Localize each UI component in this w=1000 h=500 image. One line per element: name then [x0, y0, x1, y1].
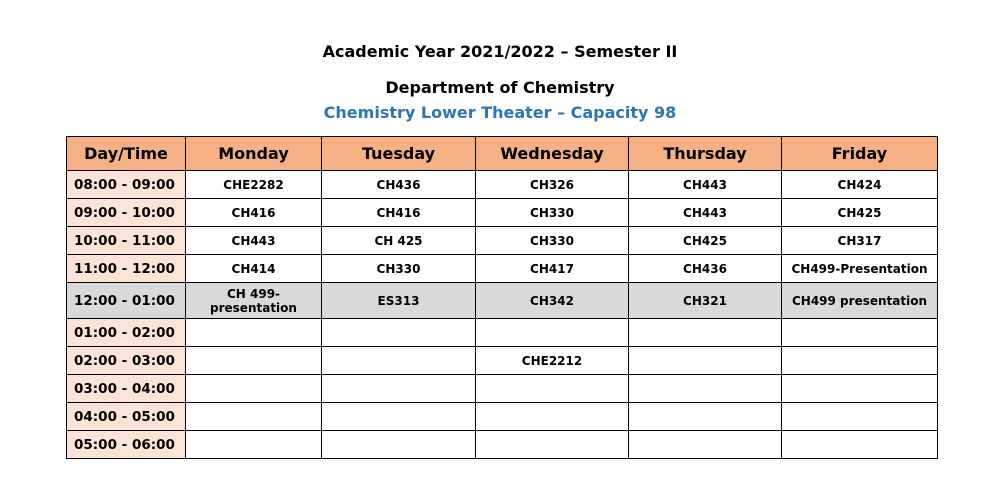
time-cell: 03:00 - 04:00	[67, 375, 186, 403]
class-cell	[629, 375, 782, 403]
class-cell: CH443	[629, 171, 782, 199]
class-cell	[476, 375, 629, 403]
table-row	[67, 375, 938, 403]
class-cell	[322, 431, 476, 459]
header-row	[67, 137, 938, 171]
class-cell: CH416	[186, 199, 322, 227]
class-cell: CH326	[476, 171, 629, 199]
time-cell: 04:00 - 05:00	[67, 403, 186, 431]
table-row	[67, 255, 938, 283]
time-cell: 08:00 - 09:00	[67, 171, 186, 199]
timetable	[66, 136, 938, 459]
table-row	[67, 319, 938, 347]
class-cell	[782, 375, 938, 403]
table-row	[67, 199, 938, 227]
class-cell: CHE2282	[186, 171, 322, 199]
class-cell	[782, 431, 938, 459]
class-cell: CH330	[476, 199, 629, 227]
class-cell: CH436	[629, 255, 782, 283]
room-title: Chemistry Lower Theater – Capacity 98	[323, 103, 677, 122]
class-cell: CH342	[476, 283, 629, 319]
class-cell: CH330	[476, 227, 629, 255]
department-title: Department of Chemistry	[385, 78, 615, 97]
academic-year-title: Academic Year 2021/2022 – Semester II	[322, 42, 678, 61]
class-cell	[186, 347, 322, 375]
class-cell	[186, 403, 322, 431]
class-cell: CH499-Presentation	[782, 255, 938, 283]
class-cell: CH425	[629, 227, 782, 255]
class-cell	[782, 403, 938, 431]
class-cell: CH321	[629, 283, 782, 319]
time-cell: 12:00 - 01:00	[67, 283, 186, 319]
class-cell	[322, 319, 476, 347]
class-cell	[322, 347, 476, 375]
time-cell: 02:00 - 03:00	[67, 347, 186, 375]
table-row	[67, 227, 938, 255]
class-cell	[322, 375, 476, 403]
class-cell: CH417	[476, 255, 629, 283]
class-cell: CH414	[186, 255, 322, 283]
class-cell: CH443	[186, 227, 322, 255]
time-cell: 11:00 - 12:00	[67, 255, 186, 283]
table-row	[67, 403, 938, 431]
time-cell: 09:00 - 10:00	[67, 199, 186, 227]
class-cell: CH499 presentation	[782, 283, 938, 319]
class-cell	[629, 347, 782, 375]
class-cell: CH317	[782, 227, 938, 255]
class-cell: CH330	[322, 255, 476, 283]
class-cell	[476, 431, 629, 459]
col-header-wednesday: Wednesday	[476, 137, 629, 171]
class-cell: CH436	[322, 171, 476, 199]
time-cell: 05:00 - 06:00	[67, 431, 186, 459]
class-cell	[782, 319, 938, 347]
class-cell: CHE2212	[476, 347, 629, 375]
class-cell	[782, 347, 938, 375]
table-row	[67, 347, 938, 375]
class-cell	[629, 319, 782, 347]
table-row	[67, 431, 938, 459]
class-cell: ES313	[322, 283, 476, 319]
class-cell	[629, 403, 782, 431]
class-cell: CH 499-presentation	[186, 283, 322, 319]
table-row	[67, 283, 938, 319]
class-cell	[186, 431, 322, 459]
col-header-monday: Monday	[186, 137, 322, 171]
class-cell: CH425	[782, 199, 938, 227]
col-header-thursday: Thursday	[629, 137, 782, 171]
time-cell: 01:00 - 02:00	[67, 319, 186, 347]
class-cell	[629, 431, 782, 459]
class-cell: CH416	[322, 199, 476, 227]
class-cell	[476, 403, 629, 431]
class-cell	[322, 403, 476, 431]
class-cell	[186, 375, 322, 403]
time-cell: 10:00 - 11:00	[67, 227, 186, 255]
table-row	[67, 171, 938, 199]
col-header-daytime: Day/Time	[67, 137, 186, 171]
class-cell	[476, 319, 629, 347]
class-cell: CH 425	[322, 227, 476, 255]
class-cell: CH443	[629, 199, 782, 227]
class-cell	[186, 319, 322, 347]
col-header-friday: Friday	[782, 137, 938, 171]
col-header-tuesday: Tuesday	[322, 137, 476, 171]
class-cell: CH424	[782, 171, 938, 199]
